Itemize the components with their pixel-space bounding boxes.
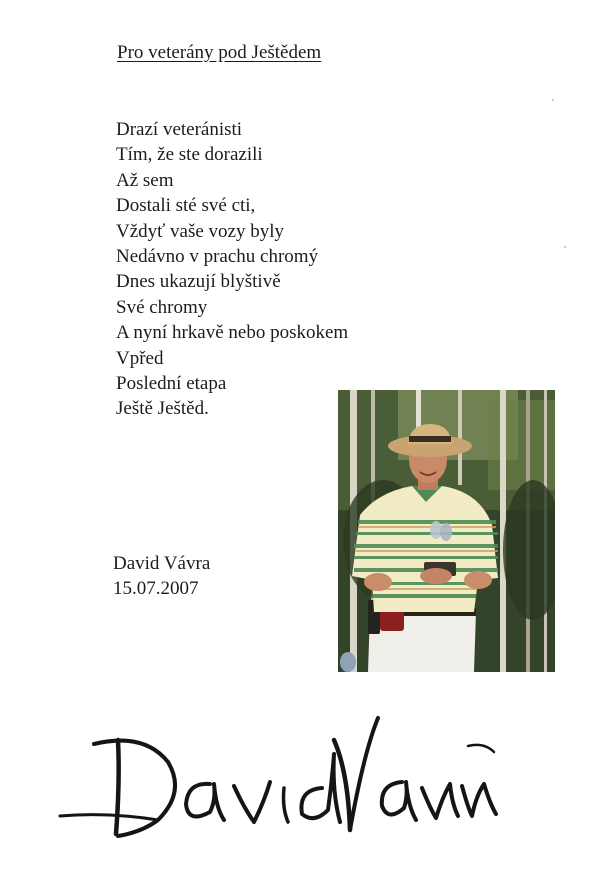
- author-date: 15.07.2007: [113, 578, 199, 599]
- handwritten-signature: [58, 712, 518, 852]
- author-name: David Vávra: [113, 553, 211, 574]
- poem-line: Až sem: [116, 169, 174, 191]
- poem-line: Své chromy: [116, 296, 208, 318]
- poem-line: Ještě Ještěd.: [116, 398, 209, 420]
- poem-line: Tím, že ste dorazili: [116, 144, 263, 166]
- poem-line: Dostali sté své cti,: [116, 195, 256, 217]
- scan-speck: [552, 99, 554, 101]
- poem-line: Vpřed: [116, 347, 164, 369]
- author-block: [113, 551, 210, 601]
- poem-line: Poslední etapa: [116, 373, 227, 395]
- poem-title: Pro veterány pod Ještědem: [117, 42, 322, 63]
- poem-line: Nedávno v prachu chromý: [116, 246, 319, 268]
- poem-line: A nyní hrkavě nebo poskokem: [116, 322, 349, 344]
- poem-line: Drazí veteránisti: [116, 119, 243, 140]
- poem-body: [116, 117, 348, 422]
- author-photo: [338, 390, 555, 672]
- poem-line: Vždyť vaše vozy byly: [116, 220, 284, 242]
- poem-line: Dnes ukazují blyštivě: [116, 271, 281, 293]
- scan-speck: [564, 246, 566, 248]
